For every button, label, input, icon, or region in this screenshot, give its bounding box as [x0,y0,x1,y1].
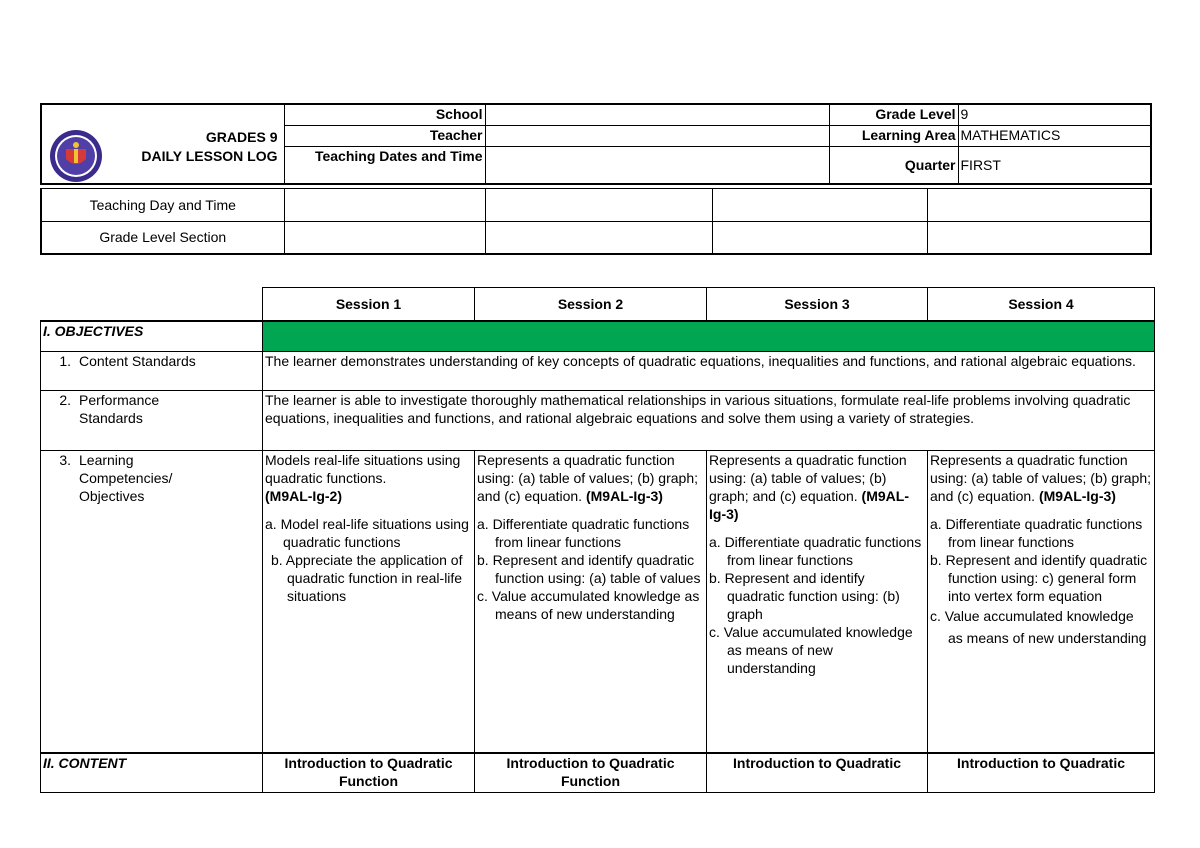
s4-intro: Represents a quadratic function using: (a) table of values; (b) graph; and (c) equation. [930,452,1152,504]
content-standards-text: Content Standards [79,353,196,369]
performance-standards-text: Performance Standards [79,392,160,426]
session-4-objectives [928,451,1155,753]
deped-seal-icon [49,129,103,183]
content-standards-label [41,352,263,391]
s1-objective-b: b. Appreciate the application of quadratic function in real-life situations [271,552,463,604]
teaching-day-time-label: Teaching Day and Time [41,189,284,222]
teacher-label: Teacher [284,125,485,146]
day-time-cell-1[interactable] [284,189,485,222]
grades-label: GRADES 9 [205,129,278,145]
session-4-header: Session 4 [928,288,1155,321]
s4-objective-a: a. Differentiate quadratic functions from linear functions [930,516,1143,550]
s1-intro: Models real-life situations using quadratic functions. [265,452,461,486]
grade-level-section-label: Grade Level Section [41,222,284,254]
objectives-green-band [263,321,1155,352]
s3-objective-a: a. Differentiate quadratic functions from linear functions [709,534,922,568]
s2-intro: Represents a quadratic function using: (a) table of values; (b) graph; and (c) equation. [477,452,699,504]
session-2-header: Session 2 [475,288,707,321]
session-2-objectives [475,451,707,753]
teacher-field[interactable] [485,125,829,146]
day-time-cell-4[interactable] [927,189,1151,222]
s2-objective-a: a. Differentiate quadratic functions from linear functions [477,516,690,550]
content-standards-number: 1. [59,353,71,369]
daily-lesson-log-label: DAILY LESSON LOG [141,148,278,164]
header-table [40,103,1152,185]
session-3-objectives [707,451,928,753]
performance-standards-number: 2. [59,392,71,408]
school-label: School [284,104,485,125]
quarter-field[interactable]: FIRST [958,146,1151,184]
s4-objective-c: c. Value accumulated knowledge as means of new understanding [930,608,1147,646]
s4-objective-b: b. Represent and identify quadratic function using: c) general form into vertex form equation [930,552,1148,604]
session-1-objectives [263,451,475,753]
s1-objective-a: a. Model real-life situations using quadratic functions [265,516,469,550]
s3-intro: Represents a quadratic function using: (a) table of values; (b) graph; and (c) equation. [709,452,907,504]
session-3-header: Session 3 [707,288,928,321]
schedule-table [40,188,1152,255]
session-2-content: Introduction to Quadratic Function [475,753,707,793]
section-cell-2[interactable] [485,222,712,254]
s2-objective-c: c. Value accumulated knowledge as means of new understanding [477,588,700,622]
content-standards-value: The learner demonstrates understanding of key concepts of quadratic equations, inequalities and functions, and rational algebraic equations. [263,352,1155,391]
grade-level-field[interactable]: 9 [958,104,1151,125]
section-cell-3[interactable] [712,222,927,254]
learning-area-label: Learning Area [829,125,958,146]
corner-cell [41,288,263,321]
form-title [141,128,277,166]
section-cell-4[interactable] [927,222,1151,254]
session-3-content: Introduction to Quadratic [707,753,928,793]
s3-objective-b: b. Represent and identify quadratic function using: (b) graph [709,570,900,622]
s2-code: (M9AL-Ig-3) [585,488,663,504]
performance-standards-value: The learner is able to investigate thoroughly mathematical relationships in various situations, formulate real-life problems involving quadratic equations, inequalities and functions, and rational algebraic equations and solve them using a variety of strategies. [263,391,1155,451]
s3-code: (M9AL-Ig-3) [709,488,909,522]
performance-standards-label [41,391,263,451]
logo-cell [41,104,284,184]
school-field[interactable] [485,104,829,125]
learning-competencies-text: Learning Competencies/ Objectives [79,452,173,504]
session-1-content: Introduction to Quadratic Function [263,753,475,793]
grade-level-label: Grade Level [829,104,958,125]
teaching-dates-label: Teaching Dates and Time [284,146,485,184]
learning-competencies-label [41,451,263,753]
s1-code: (M9AL-Ig-2) [265,488,342,504]
s2-objective-b: b. Represent and identify quadratic function using: (a) table of values [477,552,701,586]
lesson-table [40,287,1155,793]
s4-code: (M9AL-Ig-3) [1038,488,1116,504]
s3-objective-c: c. Value accumulated knowledge as means of new understanding [709,624,913,676]
session-1-header: Session 1 [263,288,475,321]
learning-area-field[interactable]: MATHEMATICS [958,125,1151,146]
learning-competencies-number: 3. [59,452,71,468]
day-time-cell-3[interactable] [712,189,927,222]
objectives-heading: I. OBJECTIVES [41,321,263,352]
session-4-content: Introduction to Quadratic [928,753,1155,793]
day-time-cell-2[interactable] [485,189,712,222]
teaching-dates-field[interactable] [485,146,829,184]
quarter-label: Quarter [829,146,958,184]
section-cell-1[interactable] [284,222,485,254]
content-heading: II. CONTENT [41,753,263,793]
